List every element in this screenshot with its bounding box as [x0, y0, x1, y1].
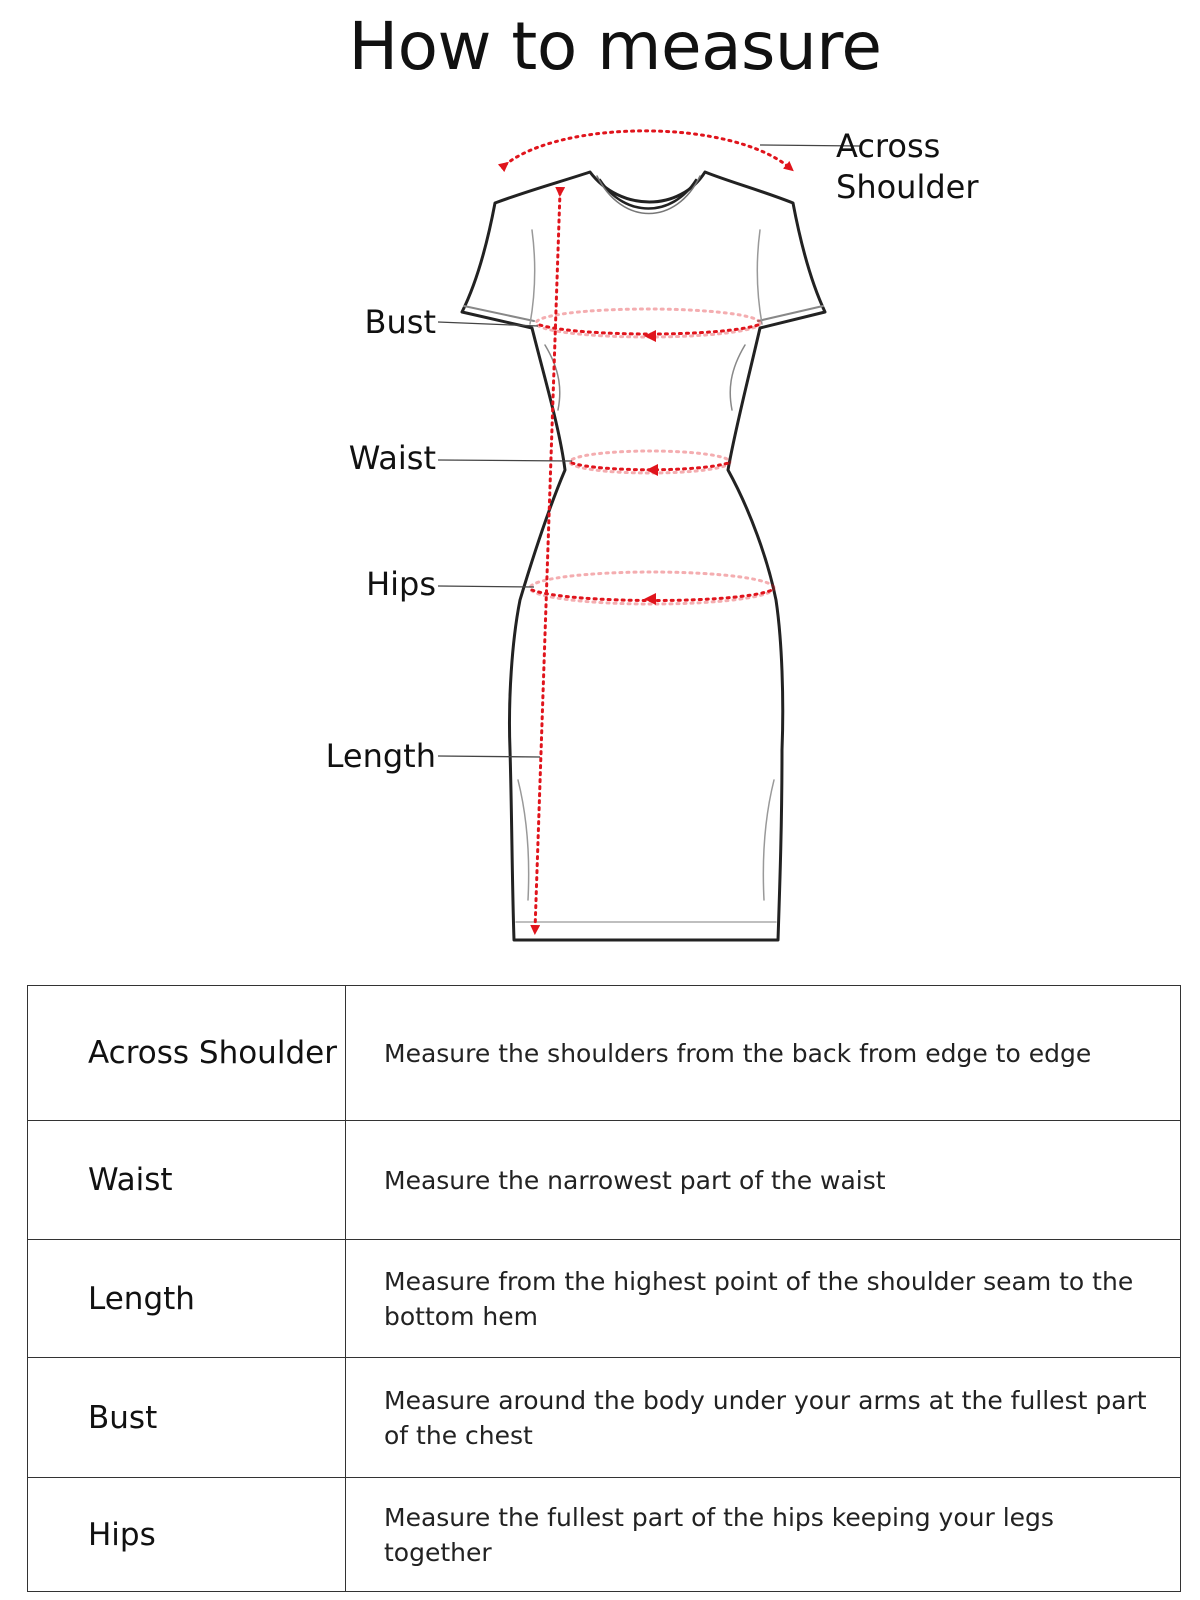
measurement-guide-table	[27, 985, 1181, 1592]
table-row	[28, 986, 1181, 1121]
page-title: How to measure	[348, 8, 882, 85]
measurement-description: Measure the fullest part of the hips keeping your legs together	[346, 1478, 1181, 1592]
table-row	[28, 1240, 1181, 1358]
across-shoulder-arc	[505, 131, 790, 168]
measurement-description: Measure from the highest point of the shoulder seam to the bottom hem	[346, 1240, 1181, 1358]
measurement-name: Across Shoulder	[28, 986, 346, 1121]
label-waist: Waist	[348, 439, 436, 477]
measurement-description: Measure the narrowest part of the waist	[346, 1121, 1181, 1240]
length-line	[535, 192, 560, 930]
measurement-name: Waist	[28, 1121, 346, 1240]
measurement-name: Bust	[28, 1358, 346, 1478]
measurement-name: Hips	[28, 1478, 346, 1592]
table-row	[28, 1121, 1181, 1240]
dress-outline	[462, 172, 825, 940]
measurement-name: Length	[28, 1240, 346, 1358]
table-row	[28, 1478, 1181, 1592]
measurement-description: Measure around the body under your arms at the fullest part of the chest	[346, 1358, 1181, 1478]
label-bust: Bust	[364, 303, 436, 341]
measurement-lines	[505, 131, 790, 930]
bust-ellipse	[536, 309, 760, 337]
label-length: Length	[325, 737, 436, 775]
table-row	[28, 1358, 1181, 1478]
label-hips: Hips	[366, 565, 436, 603]
measurement-description: Measure the shoulders from the back from edge to edge	[346, 986, 1181, 1121]
label-across-shoulder: Across Shoulder	[836, 127, 979, 206]
ellipse-arrowheads	[644, 330, 658, 605]
